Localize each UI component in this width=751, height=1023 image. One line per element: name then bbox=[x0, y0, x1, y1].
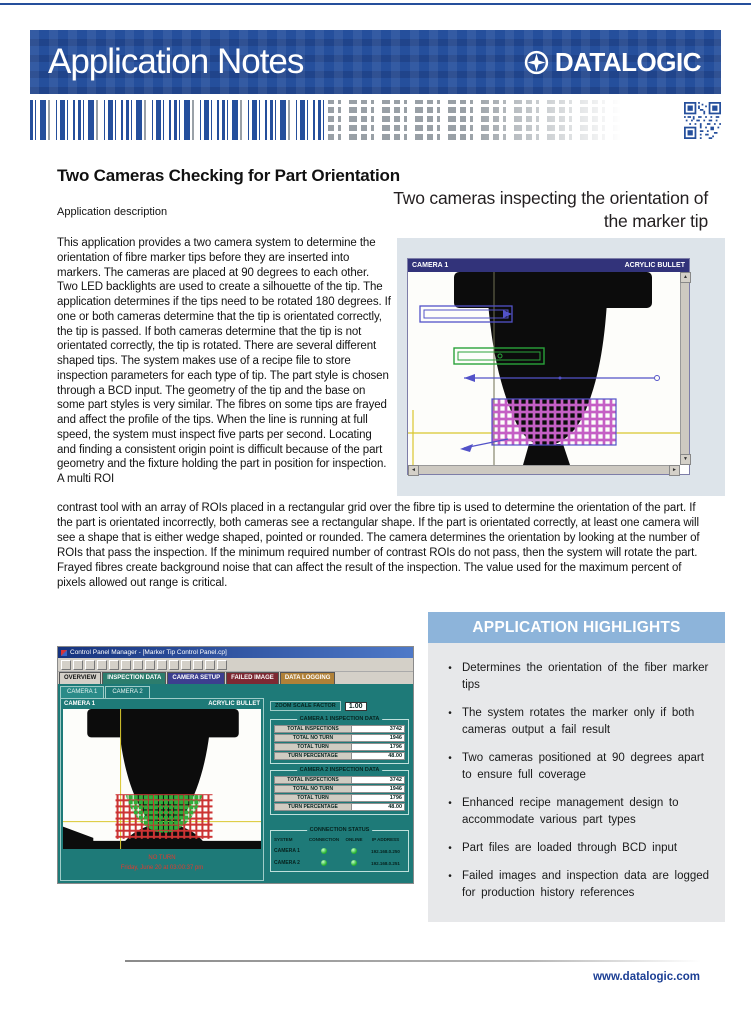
toolbar-button bbox=[133, 660, 143, 670]
control-panel-main bbox=[58, 684, 413, 883]
highlight-item: • Determines the orientation of the fiber marker tips bbox=[438, 660, 711, 694]
figure-caption: Two cameras inspecting the orientation of the marker tip bbox=[393, 188, 708, 231]
table-row: TURN PERCENTAGE 48.00 bbox=[274, 752, 405, 760]
connection-status-group bbox=[270, 827, 409, 872]
camera2-inspection-group bbox=[270, 767, 409, 815]
camera-view-titlebar bbox=[408, 259, 689, 272]
page-title: Application Notes bbox=[48, 42, 304, 81]
camera1-inspection-group bbox=[270, 716, 409, 764]
toolbar-button bbox=[109, 660, 119, 670]
highlight-item: • Failed images and inspection data are logged for production history references bbox=[438, 868, 711, 902]
toolbar-button bbox=[205, 660, 215, 670]
camera1-panel bbox=[60, 698, 264, 881]
footer-rule bbox=[125, 960, 701, 962]
toolbar-button bbox=[97, 660, 107, 670]
roi-grid bbox=[492, 399, 616, 445]
table-row: TOTAL NO TURN 1946 bbox=[274, 734, 405, 742]
camera-label: CAMERA 1 bbox=[64, 701, 96, 707]
section-label: Application description bbox=[57, 206, 168, 218]
highlight-item: • The system rotates the marker only if both cameras output a fail result bbox=[438, 705, 711, 739]
bullet-icon: • bbox=[448, 663, 452, 674]
connection-row: CAMERA 1 192.168.0.250 bbox=[274, 848, 400, 854]
toolbar-button bbox=[121, 660, 131, 670]
table-row: TOTAL INSPECTIONS 3742 bbox=[274, 725, 405, 733]
brand-name: DATALOGIC bbox=[554, 46, 701, 77]
top-rule bbox=[0, 3, 751, 5]
camera1-panel-header bbox=[61, 699, 263, 709]
zoom-scale-input: 1.00 bbox=[345, 702, 367, 711]
window-titlebar bbox=[58, 647, 413, 658]
datalogic-logo bbox=[524, 47, 701, 78]
highlight-item: • Two cameras positioned at 90 degrees apart to ensure full coverage bbox=[438, 750, 711, 784]
toolbar-button bbox=[145, 660, 155, 670]
article-title: Two Cameras Checking for Part Orientation bbox=[57, 166, 400, 185]
bullet-icon: • bbox=[448, 753, 452, 764]
toolbar-button bbox=[193, 660, 203, 670]
highlight-item: • Enhanced recipe management design to accommodate various part types bbox=[438, 795, 711, 829]
datalogic-star-icon bbox=[524, 50, 549, 75]
horizontal-scrollbar bbox=[408, 465, 680, 474]
marker-tip-image bbox=[408, 272, 680, 465]
vertical-scrollbar bbox=[680, 272, 689, 465]
online-led bbox=[351, 848, 357, 854]
toolbar-button bbox=[169, 660, 179, 670]
tab-failed-image: FAILED IMAGE bbox=[226, 672, 279, 684]
bullet-icon: • bbox=[448, 843, 452, 854]
group-title: CAMERA 2 INSPECTION DATA bbox=[297, 767, 383, 773]
highlights-title: APPLICATION HIGHLIGHTS bbox=[428, 612, 725, 643]
camera-view-body bbox=[408, 272, 689, 474]
camera-figure bbox=[397, 238, 725, 496]
inspection-data-panel bbox=[268, 698, 411, 881]
subtab-camera1: CAMERA 1 bbox=[60, 686, 104, 698]
barcode-strip bbox=[30, 100, 325, 140]
toolbar-button bbox=[61, 660, 71, 670]
inspection-result bbox=[61, 849, 263, 880]
online-led bbox=[351, 860, 357, 866]
group-title: CONNECTION STATUS bbox=[307, 827, 373, 833]
table-row: TOTAL TURN 1796 bbox=[274, 794, 405, 802]
camera-tab-bar bbox=[60, 686, 411, 698]
result-timestamp: Friday, June 20 at 03:00:37 pm bbox=[120, 865, 204, 871]
result-text: NO TURN bbox=[148, 855, 176, 861]
camera-view-window bbox=[407, 258, 690, 475]
tab-inspection-data: INSPECTION DATA bbox=[102, 672, 166, 684]
camera-label: CAMERA 1 bbox=[412, 262, 449, 269]
highlights-list bbox=[438, 660, 711, 902]
bullet-icon: • bbox=[448, 708, 452, 719]
toolbar-button bbox=[85, 660, 95, 670]
control-panel-window bbox=[57, 646, 414, 884]
window-toolbar bbox=[58, 658, 413, 672]
table-row: TOTAL TURN 1796 bbox=[274, 743, 405, 751]
header-bar bbox=[30, 30, 721, 94]
toolbar-button bbox=[181, 660, 191, 670]
toolbar-button bbox=[157, 660, 167, 670]
tab-overview: OVERVIEW bbox=[59, 672, 101, 684]
tab-camera-setup: CAMERA SETUP bbox=[167, 672, 225, 684]
table-row: TURN PERCENTAGE 48.00 bbox=[274, 803, 405, 811]
marker-tip-inspection-image bbox=[63, 709, 261, 849]
connection-led bbox=[321, 860, 327, 866]
bullet-icon: • bbox=[448, 871, 452, 882]
bullet-icon: • bbox=[448, 798, 452, 809]
application-highlights bbox=[428, 612, 725, 922]
window-title: Control Panel Manager - [Marker Tip Control Panel.cp] bbox=[70, 649, 227, 656]
app-icon bbox=[61, 650, 67, 656]
connection-columns: SYSTEM CONNECTION ONLINE IP ADDRESS bbox=[274, 837, 400, 842]
zoom-scale-label: ZOOM SCALE FACTOR bbox=[270, 701, 341, 711]
body-paragraph-column: This application provides a two camera system to determine the orientation of fibre marker tips before they are inserted into markers. The cameras are placed at 90 degrees to each other. Two LED backlights are used to create a silhouette of the tip. The application determines if the tips need to be rotated 180 degrees. If one or both cameras determine that the tip is orientated correctly, the tip is passed. If both cameras determine that the tip is not orientated correctly, the tip is rotated. There are several different shaped tips. The system makes use of a recipe file to store inspection parameters for each type of tip. The part style is chosen through a BCD input. The geometry of the tip and the base on some part styles is very similar. The fibres on some tips are frayed and affect the profile of the tips. When the line is running at full speed, the system must inspect five parts per second. Locating and finding a consistent origin point is difficult because of the part geometry and the fixture holding the part in position for inspection. A multi ROI bbox=[57, 237, 391, 485]
part-label: ACRYLIC BULLET bbox=[208, 701, 260, 707]
table-row: TOTAL INSPECTIONS 3742 bbox=[274, 776, 405, 784]
dotcode-strip bbox=[328, 100, 636, 140]
camera1-live-image bbox=[63, 709, 261, 849]
highlights-body bbox=[428, 643, 725, 922]
main-tab-bar bbox=[58, 672, 413, 684]
tab-data-logging: DATA LOGGING bbox=[280, 672, 336, 684]
toolbar-button bbox=[217, 660, 227, 670]
connection-row: CAMERA 2 192.168.0.251 bbox=[274, 860, 400, 866]
website-link[interactable]: www.datalogic.com bbox=[593, 971, 700, 983]
table-row: TOTAL NO TURN 1946 bbox=[274, 785, 405, 793]
subtab-camera2: CAMERA 2 bbox=[105, 686, 149, 698]
connection-led bbox=[321, 848, 327, 854]
highlight-item: • Part files are loaded through BCD input bbox=[438, 840, 711, 857]
toolbar-button bbox=[73, 660, 83, 670]
group-title: CAMERA 1 INSPECTION DATA bbox=[297, 716, 383, 722]
body-paragraph-fullwidth: contrast tool with an array of ROIs placed in a rectangular grid over the fibre tip is used to determine the orientation of the part. If the part is orientated incorrectly, both cameras see a rectangular shape. If the part is orientated correctly, at least one camera will see a shape that is either wedge shaped, pointed or rounded. The camera determines the orientation by looking at the number of ROIs that pass the inspection. If the minimum required number of contrast ROIs do not pass, then the system will rotate the part. Frayed fibres create background noise that can affect the result of the inspection. The value used for the maximum percent of pixels allowed out range is critical. bbox=[57, 502, 700, 589]
qr-code bbox=[684, 102, 721, 139]
part-label: ACRYLIC BULLET bbox=[624, 262, 685, 269]
